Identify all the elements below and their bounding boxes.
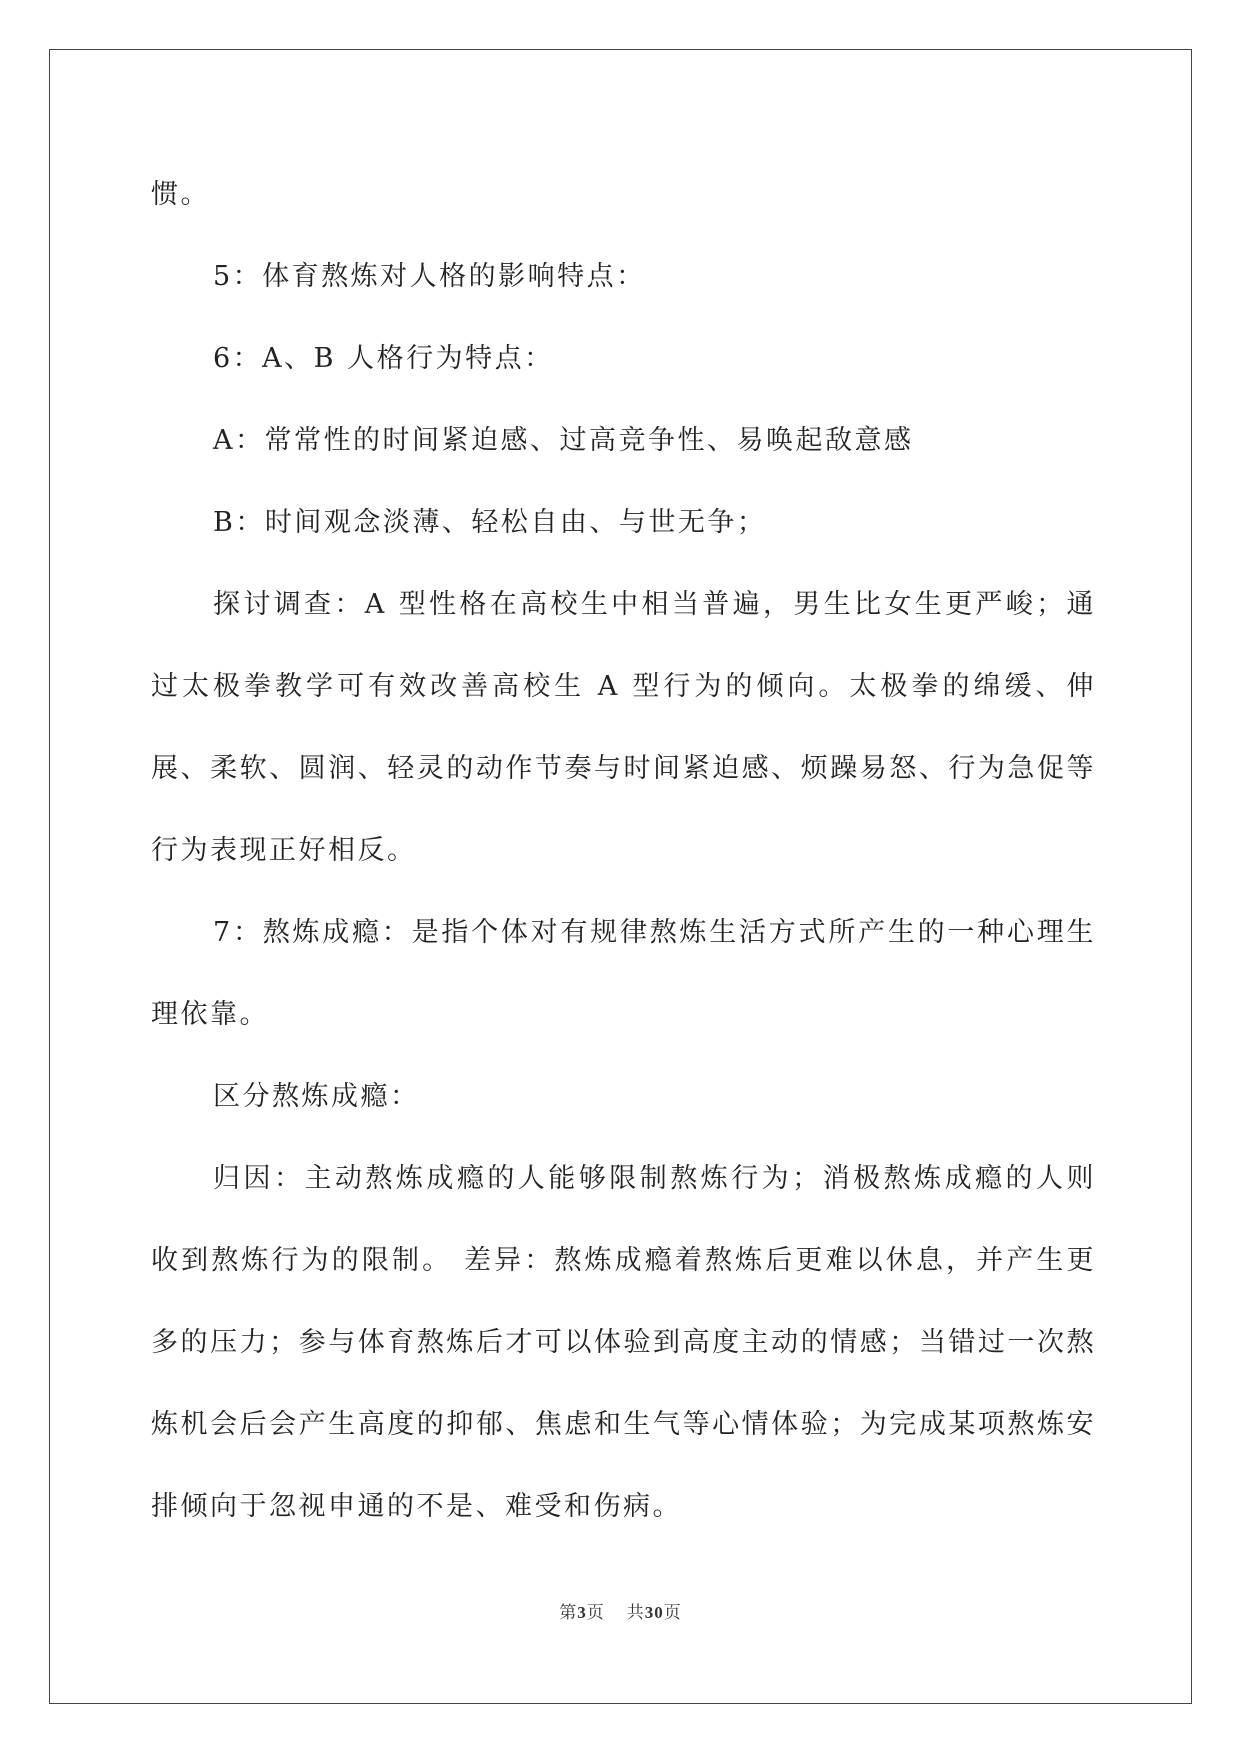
paragraph-8: 区分熬炼成瘾： (213, 1081, 420, 1112)
paragraph-4: A：常常性的时间紧迫感、过高竞争性、易唤起敌意感 (213, 425, 914, 456)
paragraph-5: B：时间观念淡薄、轻松自由、与世无争； (213, 507, 767, 538)
footer-total-pages: 30 (644, 1603, 664, 1622)
paragraph-7: 7：熬炼成瘾：是指个体对有规律熬炼生活方式所产生的一种心理生理依靠。 (151, 917, 1096, 1030)
paragraph-3: 6：A、B 人格行为特点： (213, 343, 554, 374)
paragraph-1: 惯。 (151, 179, 210, 210)
paragraph-6: 探讨调查：A 型性格在高校生中相当普遍，男生比女生更严峻；通过太极拳教学可有效改善高校生 A 型行为的倾向。太极拳的绵缓、伸展、柔软、圆润、轻灵的动作节奏与时间紧迫感、烦躁易怒、行为急促等行为表现正好相反。 (151, 589, 1096, 866)
footer-total-prefix: 共 (626, 1603, 645, 1622)
page-footer (0, 1598, 1241, 1623)
footer-page-number: 3 (577, 1603, 587, 1622)
footer-page-prefix: 第 (559, 1603, 578, 1622)
footer-total-suffix: 页 (663, 1603, 682, 1622)
footer-page-suffix: 页 (586, 1603, 605, 1622)
paragraph-9: 归因：主动熬炼成瘾的人能够限制熬炼行为；消极熬炼成瘾的人则收到熬炼行为的限制。 差异：熬炼成瘾着熬炼后更难以休息，并产生更多的压力；参与体育熬炼后才可以体验到高度主动的情感；当错过一次熬炼机会后会产生高度的抑郁、焦虑和生气等心情体验；为完成某项熬炼安排倾向于忽视申通的不是、难受和伤病。 (151, 1163, 1096, 1522)
document-body (151, 154, 1096, 1548)
paragraph-2: 5：体育熬炼对人格的影响特点： (213, 261, 646, 292)
